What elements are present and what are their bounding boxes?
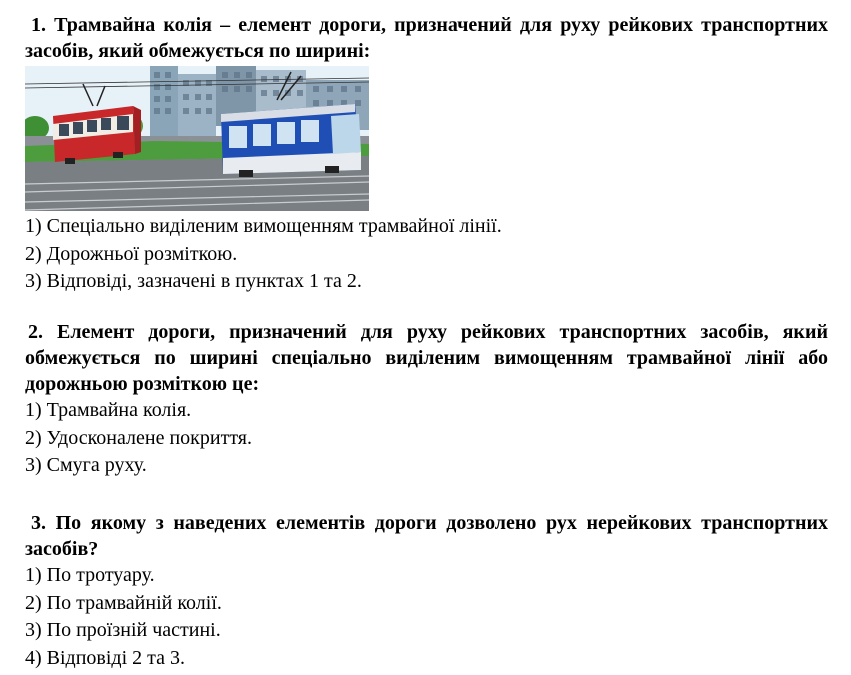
question-3-option-3: 3) По проїзній частині. bbox=[25, 619, 221, 641]
question-1-option-1: 1) Спеціально виділеним вимощенням трамвайної лінії. bbox=[25, 215, 502, 237]
question-3-options bbox=[25, 562, 828, 672]
question-2-options bbox=[25, 397, 828, 480]
question-2-title: 2. Елемент дороги, призначений для руху рейкових транспортних засобів, який обмежується по ширині спеціально виділеним вимощенням трамвайної лінії або дорожньою розміткою це: bbox=[25, 321, 828, 395]
question-2 bbox=[25, 319, 828, 480]
question-1-title: 1. Трамвайна колія – елемент дороги, призначений для руху рейкових транспортних засобів, який обмежується по ширині: bbox=[25, 14, 828, 62]
question-2-option-1: 1) Трамвайна колія. bbox=[25, 399, 192, 421]
tram-street-image bbox=[25, 66, 369, 211]
question-3 bbox=[25, 510, 828, 672]
question-3-option-4: 4) Відповіді 2 та 3. bbox=[25, 646, 186, 669]
question-1-option-2: 2) Дорожньої розміткою. bbox=[25, 242, 238, 265]
question-3-option-2: 2) По трамвайній колії. bbox=[25, 591, 222, 614]
question-1-option-3: 3) Відповіді, зазначені в пунктах 1 та 2. bbox=[25, 270, 362, 292]
question-1-options bbox=[25, 213, 502, 296]
question-2-option-2: 2) Удосконалене покриття. bbox=[25, 426, 253, 449]
question-1 bbox=[25, 12, 828, 64]
question-3-title: 3. По якому з наведених елементів дороги дозволено рух нерейкових транспортних засобів? bbox=[25, 512, 828, 560]
question-2-option-3: 3) Смуга руху. bbox=[25, 454, 147, 476]
question-3-option-1: 1) По тротуару. bbox=[25, 564, 155, 586]
